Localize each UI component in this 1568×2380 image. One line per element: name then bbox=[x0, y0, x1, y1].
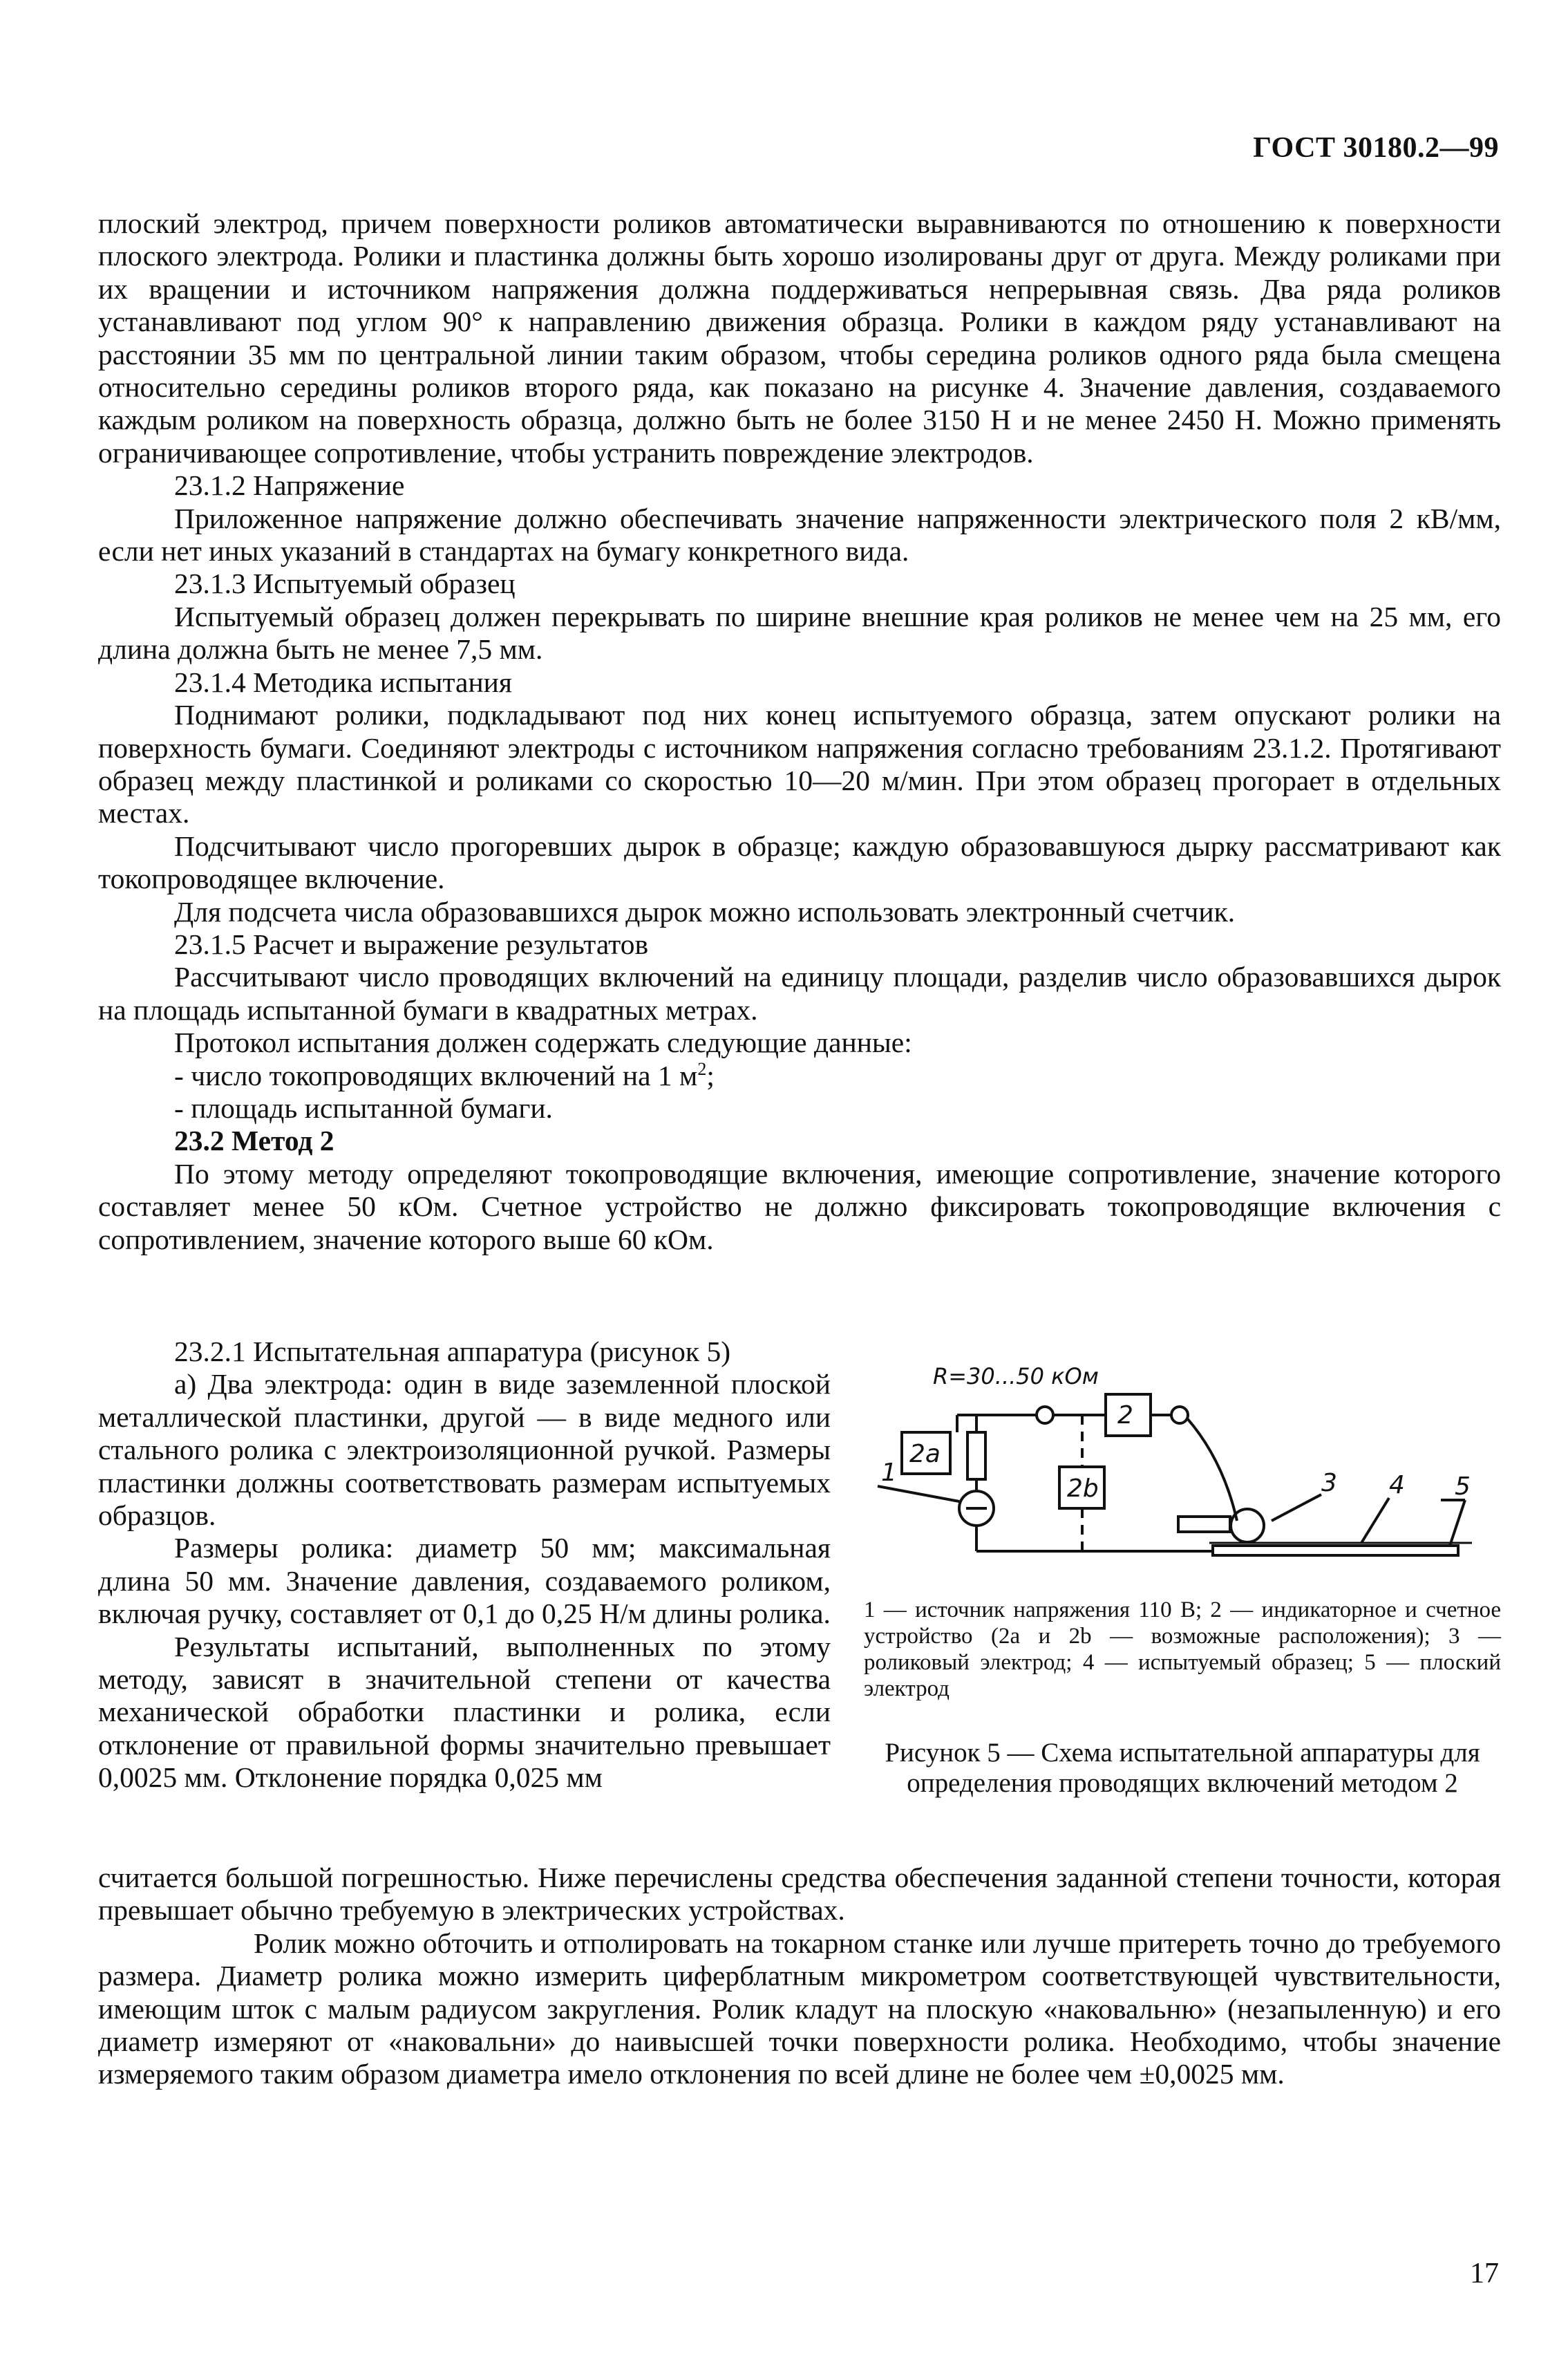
list-item: - площадь испытанной бумаги. bbox=[174, 1091, 553, 1124]
label-2b: 2b bbox=[1067, 1474, 1099, 1503]
section-heading: 23.1.4 Методика испытания bbox=[174, 666, 512, 698]
figure-5 bbox=[864, 1336, 1501, 1861]
label-4: 4 bbox=[1389, 1471, 1405, 1499]
resistance-label: R=30...50 кОм bbox=[933, 1363, 1099, 1389]
resistor-node-circle bbox=[1037, 1407, 1053, 1423]
paragraph: Поднимают ролики, подкладывают под них конец испытуемого образца, затем опускают ролики на поверхность бумаги. Соединяют электроды с источником напряжения согласно требованиям 23.1.2. Протягивают образец между пластинкой и роликами со скоростью 10—20 м/мин. При этом образец прогорает в отдельных местах. bbox=[98, 699, 1501, 830]
paragraph: Подсчитывают число прогоревших дырок в образце; каждую образовавшуюся дырку рассматривают как токопроводящее включение. bbox=[98, 830, 1501, 895]
paragraph: плоский электрод, причем поверхности роликов автоматически выравниваются по отношению к поверхности плоского электрода. Ролики и пластинка должны быть хорошо изолированы друг от друга. Между роликами при их вращении и источником напряжения должна поддерживаться непрерывная связь. Два ряда роликов устанавливают под углом 90° к направлению движения образца. Ролики в каждом ряду устанавливают на расстоянии 35 мм по центральной линии таким образом, чтобы середина роликов одного ряда была смещена относительно середины роликов второго ряда, как показано на рисунке 4. Значение давления, создаваемого каждым роликом на поверхность образца, должно быть не более 3150 Н и не менее 2450 Н. Можно применять ограничивающее сопротивление, чтобы устранить повреждение электродов. bbox=[98, 207, 1501, 469]
paragraph: а) Два электрода: один в виде заземленной плоской металлической пластинки, другой — в виде медного или стального ролика с электроизоляционной ручкой. Размеры пластинки должны соответствовать размерам испытуемых образцов. bbox=[98, 1368, 831, 1532]
paragraph: Ролик можно обточить и отполировать на токарном станке или лучше притереть точно до требуемого размера. Диаметр ролика можно измерить циферблатным микрометром соответствующей чувствительности, имеющим шток с малым радиусом закругления. Ролик кладут на плоскую «наковальню» (незапыленную) и его диаметр измеряют от «наковальни» до наивысшей точки поверхности ролика. Необходимо, чтобы значение измеряемого таким образом диаметра имело отклонения по всей длине не более чем ±0,0025 мм. bbox=[98, 1927, 1501, 2090]
paragraph: Рассчитывают число проводящих включений на единицу площади, разделив число образовавшихся дырок на площадь испытанной бумаги в квадратных метрах. bbox=[98, 961, 1501, 1026]
standard-header: ГОСТ 30180.2—99 bbox=[1253, 132, 1499, 164]
roller-handle bbox=[1178, 1517, 1230, 1532]
figure-legend: 1 — источник напряжения 110 В; 2 — индикаторное и счетное устройство (2a и 2b — возможные расположения); 3 — роликовый электрод; 4 — испытуемый образец; 5 — плоский электрод bbox=[864, 1597, 1501, 1701]
section-heading: 23.1.2 Напряжение bbox=[174, 469, 405, 502]
lead-wire bbox=[1187, 1418, 1237, 1521]
label-5: 5 bbox=[1455, 1472, 1471, 1501]
section-heading-bold: 23.2 Метод 2 bbox=[174, 1125, 334, 1157]
two-column-block bbox=[98, 1336, 1501, 1861]
body-top bbox=[98, 207, 1501, 1256]
paragraph: Испытуемый образец должен перекрывать по ширине внешние края роликов не менее чем на 25 мм, его длина должна быть не менее 7,5 мм. bbox=[98, 600, 1501, 666]
paragraph: По этому методу определяют токопроводящие включения, имеющие сопротивление, значение которого составляет менее 50 кОм. Счетное устройство не должно фиксировать токопроводящие включения с сопротивлением, значение которого выше 60 кОм. bbox=[98, 1157, 1501, 1255]
flat-electrode-plate bbox=[1213, 1546, 1458, 1555]
circuit-diagram bbox=[864, 1336, 1501, 1591]
list-item: - число токопроводящих включений на 1 $м^2$; bbox=[174, 1058, 715, 1091]
label-3: 3 bbox=[1321, 1469, 1337, 1497]
paragraph: считается большой погрешностью. Ниже перечислены средства обеспечения заданной степени точности, которая превышает обычно требуемую в электрических устройствах. bbox=[98, 1862, 1501, 1927]
label-1: 1 bbox=[881, 1459, 897, 1487]
paragraph: Протокол испытания должен содержать следующие данные: bbox=[174, 1027, 912, 1059]
figure-caption: Рисунок 5 — Схема испытательной аппаратуры для определения проводящих включений методом 2 bbox=[885, 1738, 1480, 1798]
left-column-text bbox=[98, 1336, 831, 1795]
section-heading: 23.1.3 Испытуемый образец bbox=[174, 568, 516, 600]
paragraph: Размеры ролика: диаметр 50 мм; максимальная длина 50 мм. Значение давления, создаваемого роликом, включая ручку, составляет от 0,1 до 0,25 Н/м длины ролика. bbox=[98, 1532, 831, 1630]
paragraph: Приложенное напряжение должно обеспечивать значение напряженности электрического поля 2 кВ/мм, если нет иных указаний в стандартах на бумагу конкретного вида. bbox=[98, 502, 1501, 568]
terminal-circle bbox=[1171, 1407, 1188, 1423]
section-heading: 23.2.1 Испытательная аппаратура (рисунок 5) bbox=[174, 1336, 731, 1367]
section-heading: 23.1.5 Расчет и выражение результатов bbox=[174, 928, 649, 960]
roller-electrode bbox=[1231, 1509, 1264, 1542]
resistor bbox=[967, 1432, 985, 1479]
paragraph: Для подсчета числа образовавшихся дырок можно использовать электронный счетчик. bbox=[174, 895, 1236, 928]
body-bottom bbox=[98, 1862, 1501, 2091]
label-2a: 2a bbox=[909, 1440, 941, 1468]
label-2: 2 bbox=[1117, 1401, 1133, 1430]
paragraph: Результаты испытаний, выполненных по этому методу, зависят в значительной степени от качества механической обработки пластинки и ролика, если отклонение от правильной формы значительно превышает 0,0025 мм. Отклонение порядка 0,025 мм bbox=[98, 1630, 831, 1794]
page-number: 17 bbox=[1470, 2258, 1499, 2289]
